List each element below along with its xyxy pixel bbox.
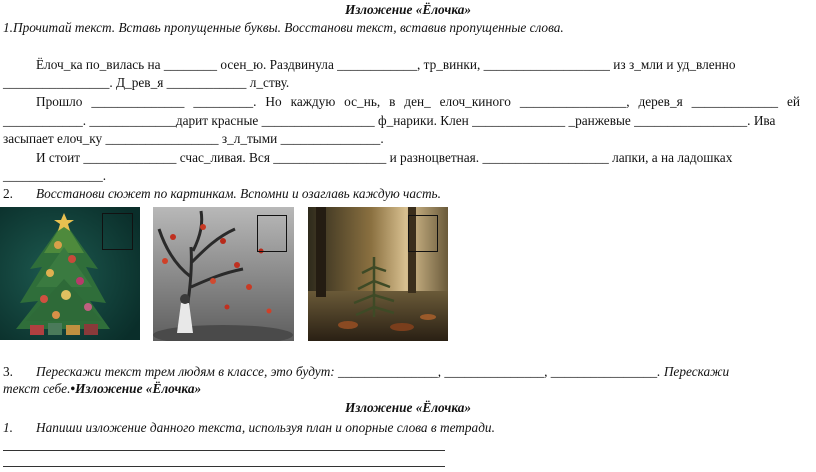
small-fir-sapling-forest-picture	[308, 207, 448, 341]
writing-line-2	[3, 466, 445, 467]
bullet-title: •Изложение «Ёлочка»	[70, 381, 202, 396]
task4-text: Напиши изложение данного текста, используя план и опорные слова в тетради.	[36, 420, 495, 435]
decorated-christmas-tree-picture	[0, 207, 140, 340]
text-line-4: ____________. _____________дарит красные _________________ ф_нарики. Клен ______________ _ранжевые _________________. Ива	[3, 113, 776, 128]
page-title: Изложение «Ёлочка»	[344, 2, 472, 17]
girl-under-autumn-tree-picture	[153, 207, 294, 341]
text-line-6: И стоит ______________ счас_ливая. Вся _________________ и разноцветная. ___________________ лапки, а на ладошках	[36, 150, 733, 165]
task2-number: 2.	[3, 186, 13, 201]
task3-text-line2: текст себе.	[3, 381, 71, 396]
task2-text: Восстанови сюжет по картинкам. Вспомни и озаглавь каждую часть.	[36, 186, 441, 201]
task3-number: 3.	[3, 364, 13, 379]
text-line-3: Прошло ______________ _________. Но каждую ос_нь, в ден_ елоч_киного ________________, дерев_я _____________ ей	[36, 94, 800, 109]
text-line-5: засыпает елоч_ку _________________ з_л_тыми _______________.	[3, 131, 384, 146]
title-box-2	[257, 215, 287, 252]
title-box-1	[102, 213, 133, 250]
text-line-2: ________________. Д_рев_я ____________ л_ству.	[3, 75, 290, 90]
writing-line-1	[3, 450, 445, 451]
task3-text-line1: Перескажи текст трем людям в классе, это будут: _______________, _______________, ________________. Перескажи	[36, 364, 730, 379]
task1-heading: 1.Прочитай текст. Вставь пропущенные буквы. Восстанови текст, вставив пропущенные слова.	[3, 20, 564, 35]
title-repeat: Изложение «Ёлочка»	[344, 400, 472, 415]
text-line-7: _______________.	[3, 168, 107, 183]
text-line-1: Ёлоч_ка по_вилась на ________ осен_ю. Раздвинула ____________, тр_винки, ___________________ из з_мли и уд_вленно	[36, 57, 736, 72]
title-box-3	[408, 215, 438, 252]
task4-number: 1.	[3, 420, 13, 435]
